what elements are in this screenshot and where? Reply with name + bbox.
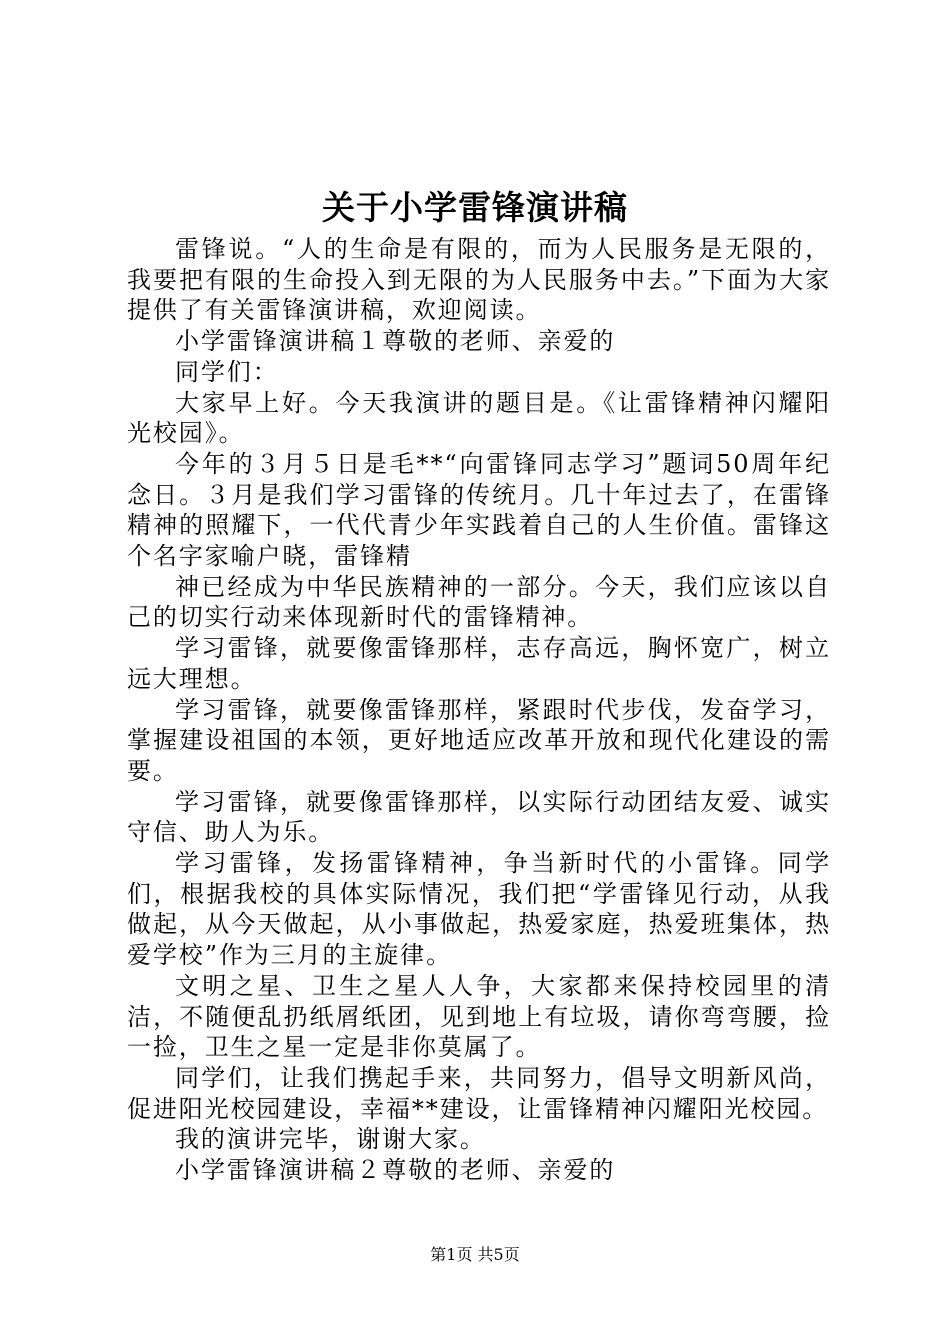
paragraph: 学习雷锋，就要像雷锋那样，紧跟时代步伐，发奋学习，掌握建设祖国的本领，更好地适应改革开放和现代化建设的需要。 bbox=[127, 695, 831, 785]
paragraph: 同学们，让我们携起手来，共同努力，倡导文明新风尚，促进阳光校园建设，幸福**建设，让雷锋精神闪耀阳光校园。 bbox=[127, 1063, 831, 1123]
paragraph: 学习雷锋，就要像雷锋那样，以实际行动团结友爱、诚实守信、助人为乐。 bbox=[127, 787, 831, 847]
paragraph: 大家早上好。今天我演讲的题目是。《让雷锋精神闪耀阳光校园》。 bbox=[127, 388, 831, 448]
paragraph: 学习雷锋，发扬雷锋精神，争当新时代的小雷锋。同学们，根据我校的具体实际情况，我们把“学雷锋见行动，从我做起，从今天做起，从小事做起，热爱家庭，热爱班集体，热爱学校”作为三月的主旋律。 bbox=[127, 849, 831, 970]
paragraph: 神已经成为中华民族精神的一部分。今天，我们应该以自己的切实行动来体现新时代的雷锋精神。 bbox=[127, 572, 831, 632]
paragraph: 今年的３月５日是毛**“向雷锋同志学习”题词50周年纪念日。３月是我们学习雷锋的传统月。几十年过去了，在雷锋精神的照耀下，一代代青少年实践着自己的人生价值。雷锋这个名字家喻户晓，雷锋精 bbox=[127, 449, 831, 571]
document-body bbox=[127, 234, 831, 1186]
paragraph: 同学们： bbox=[175, 357, 279, 386]
paragraph: 小学雷锋演讲稿２尊敬的老师、亲爱的 bbox=[175, 1156, 616, 1185]
paragraph: 我的演讲完毕，谢谢大家。 bbox=[175, 1125, 486, 1154]
paragraph: 雷锋说。“人的生命是有限的，而为人民服务是无限的，我要把有限的生命投入到无限的为人民服务中去。”下面为大家提供了有关雷锋演讲稿，欢迎阅读。 bbox=[127, 235, 831, 325]
paragraph: 学习雷锋，就要像雷锋那样，志存高远，胸怀宽广，树立远大理想。 bbox=[127, 634, 831, 693]
page-footer: 第1页 共5页 bbox=[430, 1245, 520, 1264]
paragraph: 文明之星、卫生之星人人争，大家都来保持校园里的清洁，不随便乱扔纸屑纸团，见到地上有垃圾，请你弯弯腰，捡一捡，卫生之星一定是非你莫属了。 bbox=[127, 971, 831, 1062]
document-title: 关于小学雷锋演讲稿 bbox=[322, 188, 628, 227]
paragraph: 小学雷锋演讲稿１尊敬的老师、亲爱的 bbox=[175, 327, 616, 356]
